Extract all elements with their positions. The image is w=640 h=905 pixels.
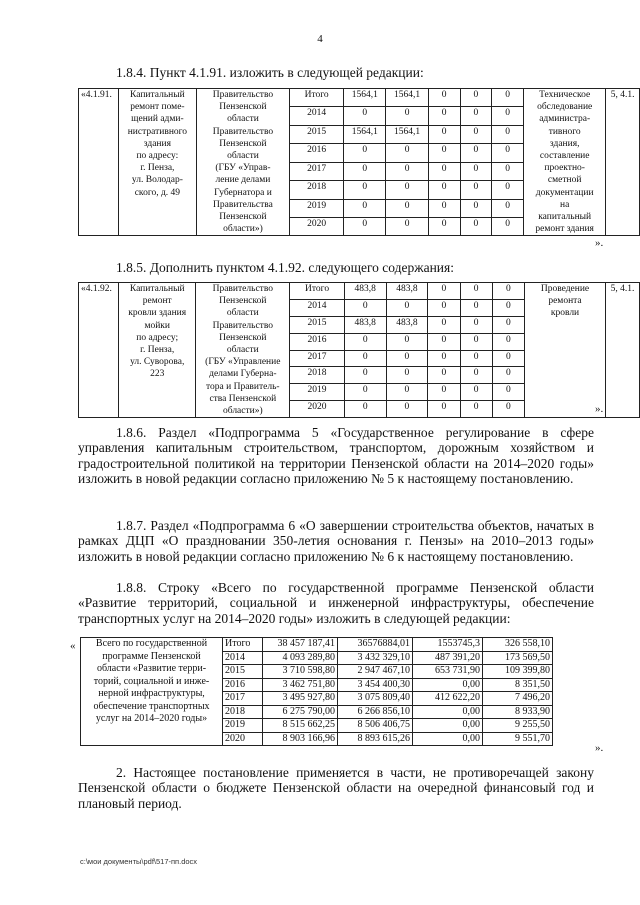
value-cell: 0	[386, 217, 428, 235]
text-line: тора и Правитель-	[206, 381, 280, 392]
value-cell: 0	[492, 181, 524, 199]
value-cell: 2019	[290, 384, 345, 401]
value-cell: 0	[492, 162, 524, 180]
section-heading-1-8-5: 1.8.5. Дополнить пунктом 4.1.92. следующего содержания:	[116, 260, 454, 275]
text-line: Пензенской	[219, 138, 267, 149]
value-cell: 8 893 615,26	[338, 732, 413, 746]
value-cell: 0	[386, 199, 428, 217]
text-line: ул. Суворова,	[130, 357, 185, 368]
value-cell: 0	[428, 89, 460, 107]
value-cell: 0	[460, 217, 492, 235]
value-cell: 2015	[223, 665, 263, 679]
text-line: Всего по государственной	[95, 638, 208, 649]
value-cell: 7 496,20	[483, 692, 553, 706]
paragraph-1-8-7: 1.8.7. Раздел «Подпрограмма 6 «О завершении строительства объектов, начатых в рамках ДЦП «О праздновании 350-летия основания г. Пензы» на 2010–2013 годы» изложить в новой редакции согласно приложению № 6 к настоящему постановлению.	[78, 518, 594, 564]
item-table-4-1-91	[78, 88, 640, 236]
value-cell: 0	[492, 283, 524, 300]
value-cell: 483,8	[344, 283, 386, 300]
value-cell: 3 075 809,40	[338, 692, 413, 706]
value-cell: 0	[428, 162, 460, 180]
value-cell: 2017	[223, 692, 263, 706]
summary-open-quote: «	[70, 640, 76, 652]
value-cell: 2016	[223, 678, 263, 692]
value-cell: 0	[428, 384, 460, 401]
value-cell: 3 432 329,10	[338, 651, 413, 665]
value-cell: 483,8	[386, 316, 428, 333]
value-cell: 8 933,90	[483, 705, 553, 719]
text-line: щений адми-	[131, 114, 184, 125]
value-cell: 8 506 406,75	[338, 719, 413, 733]
text-line: на	[560, 199, 570, 210]
value-cell: 2015	[290, 125, 344, 143]
value-cell: 109 399,80	[483, 665, 553, 679]
value-cell: 0	[428, 367, 460, 384]
value-cell: 0	[460, 384, 492, 401]
text-line: по адресу:	[136, 151, 179, 162]
summary-label-cell	[81, 638, 223, 746]
table-row	[81, 638, 553, 652]
value-cell: 1553745,3	[413, 638, 483, 652]
value-cell: 2020	[290, 217, 344, 235]
text-line: нистративного	[127, 126, 188, 137]
text-line: ремонт здания	[535, 224, 594, 235]
value-cell: 0	[344, 107, 386, 125]
object-name-cell	[119, 89, 197, 236]
text-line: администра-	[539, 114, 591, 125]
value-cell: 2017	[290, 350, 345, 367]
text-line: нерной инфраструктуры,	[98, 688, 205, 699]
text-line: области «Развитие терри-	[96, 663, 207, 674]
text-line: ление делами	[215, 175, 271, 186]
text-line: Пензенской	[219, 212, 267, 223]
result-cell	[524, 89, 606, 236]
close-quote: ».	[595, 237, 604, 249]
text-line: Техническое	[539, 90, 591, 100]
value-cell: 0	[344, 384, 386, 401]
value-cell: 0	[386, 107, 428, 125]
text-line: Капитальный	[130, 90, 185, 100]
value-cell: 0	[386, 162, 428, 180]
value-cell: 0	[428, 350, 460, 367]
value-cell: 0	[386, 181, 428, 199]
value-cell: 0	[492, 333, 524, 350]
value-cell: 0,00	[413, 705, 483, 719]
value-cell: 0	[386, 350, 428, 367]
object-name-cell	[119, 283, 196, 418]
value-cell: 1564,1	[386, 125, 428, 143]
value-cell: 483,8	[344, 316, 386, 333]
text-line: документации	[535, 187, 594, 198]
value-cell: 0	[492, 125, 524, 143]
result-cell	[524, 283, 605, 418]
text-line: программе Пензенской	[102, 650, 201, 662]
value-cell: 0	[386, 333, 428, 350]
value-cell: 0	[386, 144, 428, 162]
value-cell: 1564,1	[344, 89, 386, 107]
value-cell: 2018	[290, 367, 345, 384]
value-cell: 0	[386, 367, 428, 384]
value-cell: 0	[492, 199, 524, 217]
value-cell: 2019	[290, 199, 344, 217]
value-cell: 0	[492, 217, 524, 235]
text-line: кровли здания	[128, 308, 187, 319]
text-line: делами Губерна-	[209, 369, 277, 380]
value-cell: Итого	[223, 638, 263, 652]
text-line: мойки	[144, 320, 170, 331]
value-cell: 0	[386, 384, 428, 401]
value-cell: 8 515 662,25	[263, 719, 338, 733]
text-line: Пензенской	[219, 102, 267, 113]
text-line: ремонт поме-	[130, 102, 185, 113]
value-cell: 6 275 790,00	[263, 705, 338, 719]
value-cell: 0,00	[413, 732, 483, 746]
value-cell: 3 454 400,30	[338, 678, 413, 692]
value-cell: 0	[492, 401, 524, 418]
reference-cell: 5, 4.1.	[606, 89, 640, 236]
value-cell: 0	[492, 107, 524, 125]
text-line: ремонт	[142, 296, 172, 307]
value-cell: 0	[460, 199, 492, 217]
value-cell: 0	[344, 333, 386, 350]
value-cell: 8 903 166,96	[263, 732, 338, 746]
value-cell: 1564,1	[344, 125, 386, 143]
text-line: Правительство	[212, 284, 273, 294]
value-cell: 2014	[290, 107, 344, 125]
value-cell: 0	[428, 217, 460, 235]
value-cell: 0	[344, 199, 386, 217]
page-number: 4	[317, 33, 323, 45]
value-cell: 2014	[223, 651, 263, 665]
text-line: составление	[539, 151, 590, 162]
text-line: Проведение	[540, 284, 590, 294]
section-heading-1-8-4: 1.8.4. Пункт 4.1.91. изложить в следующей редакции:	[116, 65, 424, 80]
value-cell: 2017	[290, 162, 344, 180]
text-line: Правительство	[212, 320, 273, 331]
executor-cell	[196, 89, 289, 236]
item-table-4-1-92	[78, 282, 640, 418]
value-cell: 0	[460, 181, 492, 199]
text-line: Правительство	[212, 126, 274, 137]
value-cell: 0	[428, 181, 460, 199]
value-cell: 4 093 289,80	[263, 651, 338, 665]
value-cell: 0	[460, 316, 492, 333]
value-cell: 0	[428, 107, 460, 125]
value-cell: 0	[460, 107, 492, 125]
value-cell: 0	[492, 89, 524, 107]
value-cell: 2 947 467,10	[338, 665, 413, 679]
text-line: Пензенской	[219, 296, 267, 307]
value-cell: 412 622,20	[413, 692, 483, 706]
text-line: области	[226, 345, 259, 356]
value-cell: 3 495 927,80	[263, 692, 338, 706]
text-line: Правительство	[212, 90, 274, 100]
close-quote: ».	[595, 403, 604, 415]
value-cell: 0	[344, 401, 386, 418]
value-cell: 0	[344, 299, 386, 316]
value-cell: 0	[460, 283, 492, 300]
value-cell: 0	[344, 217, 386, 235]
value-cell: 0	[428, 144, 460, 162]
value-cell: 2014	[290, 299, 345, 316]
value-cell: 0	[492, 316, 524, 333]
summary-table	[80, 637, 553, 746]
text-line: Губернатора и	[214, 187, 272, 198]
text-line: здания,	[549, 138, 580, 149]
value-cell: 0	[460, 367, 492, 384]
text-line: кровли	[550, 308, 580, 319]
summary-close-quote: ».	[595, 742, 604, 754]
value-cell: 0	[344, 144, 386, 162]
paragraph-1-8-6: 1.8.6. Раздел «Подпрограмма 5 «Государственное регулирование в сфере управления капитальным строительством, транспортом, дорожным хозяйством и градостроительной политикой на территории Пензенской области на 2014–2020 годы» изложить в новой редакции согласно приложению № 5 к настоящему постановлению.	[78, 425, 594, 487]
value-cell: 0,00	[413, 719, 483, 733]
value-cell: 0	[344, 350, 386, 367]
value-cell: 0	[460, 401, 492, 418]
reference-cell: 5, 4.1.	[606, 283, 640, 418]
text-line: области	[227, 151, 259, 162]
text-line: ул. Володар-	[131, 175, 183, 186]
value-cell: Итого	[290, 89, 344, 107]
value-cell: 8 351,50	[483, 678, 553, 692]
value-cell: 0	[460, 144, 492, 162]
value-cell: 2016	[290, 333, 345, 350]
text-line: услуг на 2014–2020 годы»	[95, 713, 208, 724]
value-cell: 0	[492, 350, 524, 367]
value-cell: 2020	[223, 732, 263, 746]
text-line: г. Пенза,	[140, 163, 175, 174]
value-cell: 2018	[290, 181, 344, 199]
text-line: области	[227, 114, 259, 125]
text-line: области	[226, 308, 259, 319]
text-line: ского, д. 49	[134, 187, 181, 198]
value-cell: Итого	[290, 283, 345, 300]
value-cell: 0	[344, 367, 386, 384]
value-cell: 9 255,50	[483, 719, 553, 733]
value-cell: 0	[492, 299, 524, 316]
value-cell: 0	[460, 162, 492, 180]
text-line: ремонта	[548, 296, 582, 307]
text-line: области»)	[222, 406, 263, 417]
value-cell: 0	[460, 299, 492, 316]
value-cell: 173 569,50	[483, 651, 553, 665]
value-cell: 0	[460, 350, 492, 367]
value-cell: 1564,1	[386, 89, 428, 107]
value-cell: 2020	[290, 401, 345, 418]
text-line: Капитальный	[129, 284, 185, 294]
item-id-cell: «4.1.92.	[79, 283, 119, 418]
text-line: 223	[150, 369, 165, 380]
table-row	[79, 283, 640, 300]
text-line: сметной	[547, 175, 582, 186]
value-cell: 0	[428, 333, 460, 350]
value-cell: 2016	[290, 144, 344, 162]
text-line: проектно-	[544, 163, 585, 174]
value-cell: 2018	[223, 705, 263, 719]
value-cell: 0	[492, 144, 524, 162]
value-cell: 0	[460, 125, 492, 143]
paragraph-1-8-8: 1.8.8. Строку «Всего по государственной программе Пензенской области «Развитие территорий, социальной и инженерной инфраструктуры, обеспечение транспортных услуг на 2014–2020 годы» изложить в следующей редакции:	[78, 580, 594, 626]
value-cell: 487 391,20	[413, 651, 483, 665]
value-cell: 3 462 751,80	[263, 678, 338, 692]
value-cell: 0	[344, 162, 386, 180]
text-line: капитальный	[538, 212, 592, 223]
value-cell: 0	[386, 401, 428, 418]
text-line: торий, социальной и инже-	[93, 675, 210, 687]
value-cell: 6 266 856,10	[338, 705, 413, 719]
text-line: Правительства	[213, 199, 273, 210]
value-cell: 0	[492, 367, 524, 384]
executor-cell	[196, 283, 290, 418]
text-line: (ГБУ «Управление	[205, 357, 281, 368]
value-cell: 0	[428, 125, 460, 143]
text-line: г. Пенза,	[140, 345, 175, 356]
value-cell: 36576884,01	[338, 638, 413, 652]
value-cell: 483,8	[386, 283, 428, 300]
value-cell: 653 731,90	[413, 665, 483, 679]
text-line: области»)	[223, 224, 263, 235]
text-line: ства Пензенской	[209, 393, 277, 404]
file-path-footer: c:\мои документы\pdf\517-пп.docx	[80, 857, 198, 866]
value-cell: 0	[428, 299, 460, 316]
value-cell: 0	[428, 316, 460, 333]
text-line: Пензенской	[219, 332, 267, 343]
value-cell: 0	[428, 401, 460, 418]
value-cell: 0	[492, 384, 524, 401]
text-line: здания	[143, 138, 171, 149]
value-cell: 0	[460, 333, 492, 350]
value-cell: 0	[460, 89, 492, 107]
value-cell: 0	[428, 283, 460, 300]
text-line: по адресу;	[136, 332, 179, 343]
value-cell: 9 551,70	[483, 732, 553, 746]
value-cell: 38 457 187,41	[263, 638, 338, 652]
text-line: тивного	[548, 126, 581, 137]
text-line: (ГБУ «Управ-	[215, 163, 271, 174]
paragraph-2: 2. Настоящее постановление применяется в части, не противоречащей закону Пензенской области о бюджете Пензенской области на очередной финансовый год и плановый период.	[78, 765, 594, 811]
value-cell: 3 710 598,80	[263, 665, 338, 679]
value-cell: 2019	[223, 719, 263, 733]
value-cell: 0,00	[413, 678, 483, 692]
value-cell: 2015	[290, 316, 345, 333]
text-line: обеспечение транспортных	[93, 700, 210, 712]
table-row	[79, 89, 640, 107]
item-id-cell: «4.1.91.	[79, 89, 119, 236]
value-cell: 326 558,10	[483, 638, 553, 652]
text-line: обследование	[537, 102, 593, 113]
value-cell: 0	[344, 181, 386, 199]
value-cell: 0	[428, 199, 460, 217]
value-cell: 0	[386, 299, 428, 316]
